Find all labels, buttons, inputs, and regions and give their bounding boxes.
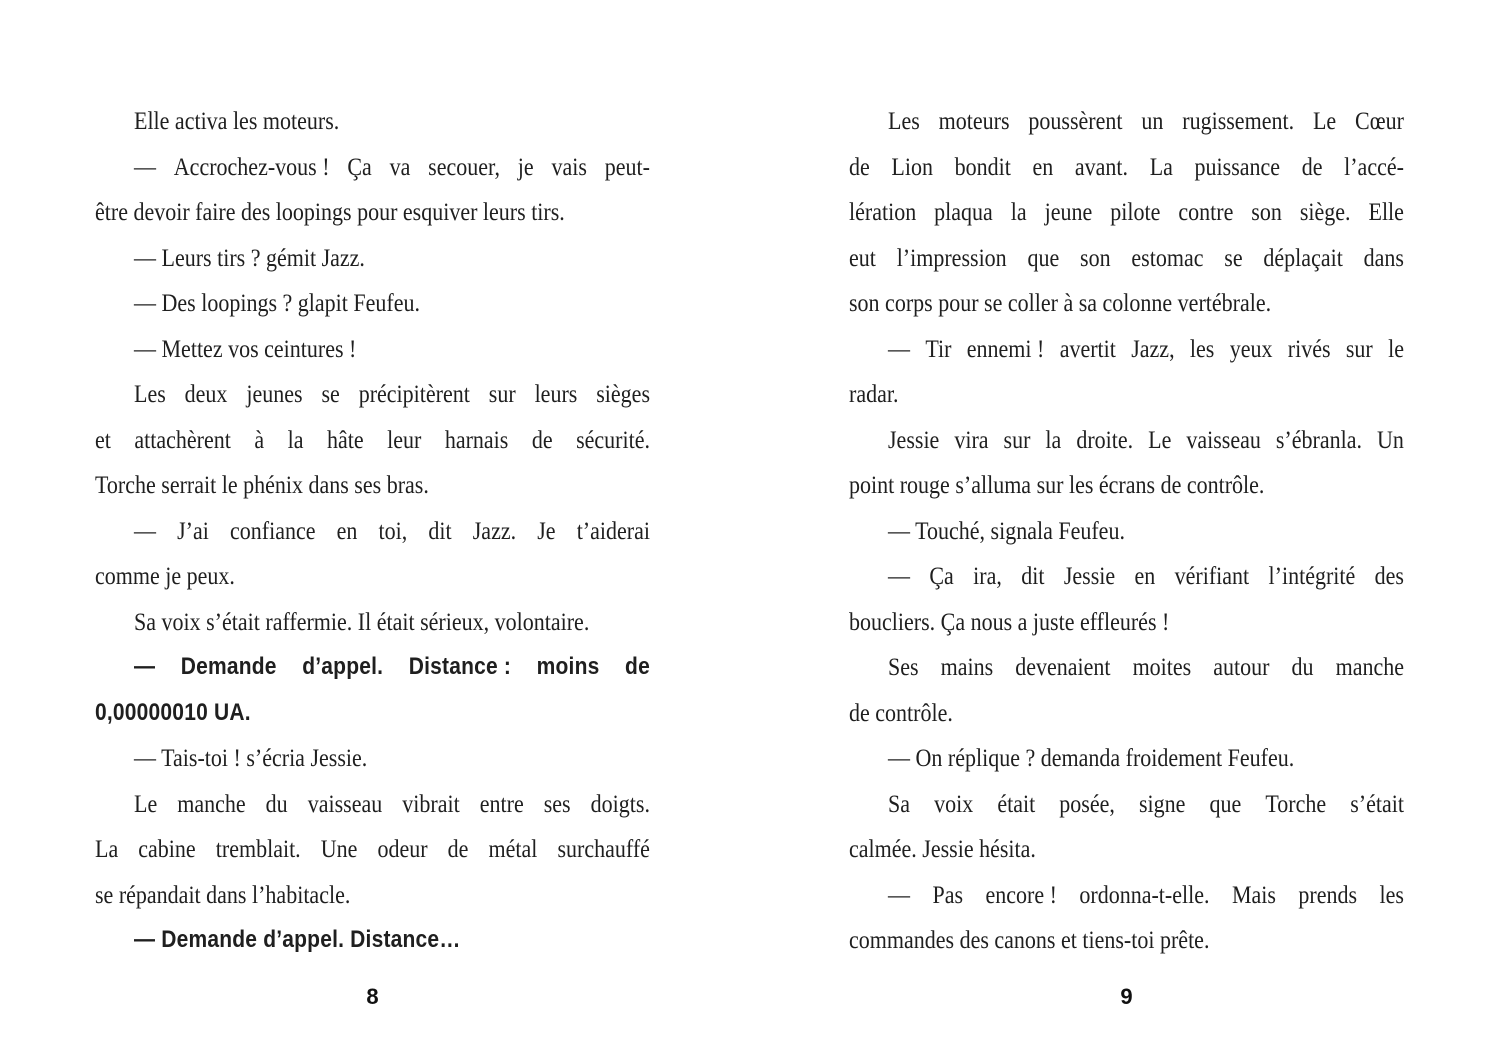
text-line bbox=[849, 140, 1404, 192]
word: Une bbox=[320, 834, 358, 863]
word: vira bbox=[954, 424, 989, 454]
word: des bbox=[1374, 561, 1404, 590]
word: Jessie bbox=[888, 424, 940, 454]
word: les bbox=[1189, 333, 1215, 363]
text-line bbox=[849, 550, 1404, 602]
text-line: — Touché, signala Feufeu. bbox=[888, 515, 1125, 545]
text-line bbox=[849, 413, 1404, 465]
word: Ça bbox=[929, 561, 954, 590]
word: métal bbox=[488, 834, 538, 863]
word: Les bbox=[888, 106, 920, 135]
word: toi, bbox=[378, 515, 408, 545]
word: ira, bbox=[973, 561, 1002, 590]
text-line-computer-voice: — Demande d’appel. Distance… bbox=[134, 926, 461, 953]
word: bondit bbox=[954, 151, 1011, 181]
word: — bbox=[134, 151, 156, 181]
word: de bbox=[849, 151, 870, 181]
word: Accrochez-vous ! bbox=[173, 151, 330, 181]
text-line-computer-voice bbox=[95, 641, 650, 693]
text-line: — Tais-toi ! s’écria Jessie. bbox=[134, 743, 368, 772]
word: son bbox=[1080, 242, 1111, 272]
word: harnais bbox=[444, 424, 509, 454]
word: odeur bbox=[377, 834, 428, 863]
word: leurs bbox=[534, 379, 578, 408]
word: — bbox=[134, 653, 156, 680]
word: La bbox=[95, 834, 119, 863]
word: Jazz, bbox=[1131, 333, 1175, 363]
word: Le bbox=[134, 788, 158, 818]
word: l’intégrité bbox=[1268, 561, 1356, 590]
page-left bbox=[95, 0, 650, 1045]
word: la bbox=[1045, 424, 1062, 454]
word: confiance bbox=[230, 515, 316, 545]
word: pilote bbox=[1110, 197, 1161, 226]
word: vaisseau bbox=[307, 788, 383, 818]
text-line bbox=[849, 95, 1404, 147]
word: sur bbox=[1003, 424, 1031, 454]
word: en bbox=[1032, 151, 1054, 181]
word: que bbox=[1209, 788, 1242, 818]
word: — bbox=[134, 515, 156, 545]
text-line: comme je peux. bbox=[95, 561, 235, 590]
word: voix bbox=[934, 788, 974, 818]
text-line: calmée. Jessie hésita. bbox=[849, 834, 1036, 863]
word: puissance bbox=[1194, 151, 1281, 181]
word: vibrait bbox=[402, 788, 460, 818]
word: cabine bbox=[138, 834, 196, 863]
text-line bbox=[849, 777, 1404, 829]
word: les bbox=[1379, 879, 1404, 909]
word: autour bbox=[1213, 652, 1270, 681]
word: précipitèrent bbox=[358, 379, 470, 408]
word: Demande bbox=[180, 653, 277, 680]
page-left-text bbox=[95, 98, 650, 963]
word: que bbox=[1027, 242, 1060, 272]
word: Tir bbox=[925, 333, 952, 363]
page-number-right: 9 bbox=[1120, 984, 1133, 1009]
word: poussèrent bbox=[1028, 106, 1123, 135]
word: et bbox=[95, 424, 111, 454]
text-line bbox=[95, 777, 650, 829]
word: le bbox=[1388, 333, 1404, 363]
word: en bbox=[1134, 561, 1156, 590]
word: eut bbox=[849, 242, 876, 272]
word: du bbox=[1291, 652, 1314, 681]
text-line: Elle activa les moteurs. bbox=[134, 106, 340, 135]
word: va bbox=[389, 151, 411, 181]
word: Mais bbox=[1231, 879, 1276, 909]
text-line bbox=[849, 231, 1404, 283]
word: de bbox=[1301, 151, 1323, 181]
word: devenaient bbox=[1015, 652, 1111, 681]
word: s’ébranla. bbox=[1275, 424, 1362, 454]
word: moins bbox=[536, 653, 600, 680]
word: ennemi ! bbox=[966, 333, 1045, 363]
word: vérifiant bbox=[1174, 561, 1250, 590]
word: signe bbox=[1138, 788, 1186, 818]
word: Le bbox=[1148, 424, 1172, 454]
word: manche bbox=[177, 788, 246, 818]
text-line: — Leurs tirs ? gémit Jazz. bbox=[134, 242, 365, 272]
text-line: boucliers. Ça nous a juste effleurés ! bbox=[849, 606, 1170, 636]
text-line bbox=[95, 413, 650, 465]
text-line bbox=[95, 504, 650, 556]
word: J’ai bbox=[177, 515, 209, 545]
word: je bbox=[517, 151, 534, 181]
word: Lion bbox=[891, 151, 933, 181]
word: en bbox=[336, 515, 358, 545]
text-line: être devoir faire des loopings pour esquiver leurs tirs. bbox=[95, 197, 565, 226]
text-line bbox=[849, 641, 1404, 693]
word: Sa bbox=[888, 788, 910, 818]
word: se bbox=[321, 379, 340, 408]
word: vais bbox=[551, 151, 587, 181]
word: secouer, bbox=[428, 151, 500, 181]
text-line bbox=[95, 823, 650, 875]
word: Jazz. bbox=[472, 515, 517, 545]
text-line: Torche serrait le phénix dans ses bras. bbox=[95, 470, 429, 499]
word: doigts. bbox=[590, 788, 650, 818]
word: à bbox=[254, 424, 265, 454]
word: manche bbox=[1335, 652, 1404, 681]
word: encore ! bbox=[985, 879, 1057, 909]
word: l’accé- bbox=[1344, 151, 1404, 181]
word: hâte bbox=[326, 424, 364, 454]
word: yeux bbox=[1229, 333, 1273, 363]
word: La bbox=[1149, 151, 1173, 181]
word: Je bbox=[537, 515, 556, 545]
word: du bbox=[265, 788, 288, 818]
word: deux bbox=[184, 379, 228, 408]
word: Ça bbox=[347, 151, 372, 181]
word: mains bbox=[940, 652, 994, 681]
word: — bbox=[888, 561, 910, 590]
word: t’aiderai bbox=[576, 515, 650, 545]
text-line: — Mettez vos ceintures ! bbox=[134, 333, 357, 363]
word: rugissement. bbox=[1182, 106, 1295, 135]
text-line-computer-voice: 0,00000010 UA. bbox=[95, 698, 251, 726]
page-right bbox=[849, 0, 1404, 1045]
word: ordonna-t-elle. bbox=[1079, 879, 1210, 909]
word: — bbox=[888, 879, 910, 909]
text-line: de contrôle. bbox=[849, 697, 953, 727]
text-line: radar. bbox=[849, 379, 899, 408]
text-line: point rouge s’alluma sur les écrans de contrôle. bbox=[849, 470, 1265, 499]
word: plaqua bbox=[934, 197, 993, 226]
text-line bbox=[849, 186, 1404, 238]
word: l’impression bbox=[896, 242, 1007, 272]
word: peut- bbox=[604, 151, 650, 181]
word: Pas bbox=[932, 879, 964, 909]
word: Ses bbox=[888, 652, 919, 681]
word: sur bbox=[1345, 333, 1373, 363]
word: se bbox=[1224, 242, 1243, 272]
word: tremblait. bbox=[215, 834, 301, 863]
word: siège. bbox=[1299, 197, 1351, 226]
word: dit bbox=[1021, 561, 1045, 590]
word: Elle bbox=[1368, 197, 1404, 226]
word: de bbox=[531, 424, 553, 454]
word: moteurs bbox=[938, 106, 1010, 135]
word: jeunes bbox=[246, 379, 303, 408]
word: Cœur bbox=[1355, 106, 1404, 135]
word: posée, bbox=[1059, 788, 1115, 818]
word: leur bbox=[387, 424, 422, 454]
word: moites bbox=[1132, 652, 1192, 681]
word: sièges bbox=[596, 379, 650, 408]
word: la bbox=[287, 424, 304, 454]
word: — bbox=[888, 333, 910, 363]
word: Torche bbox=[1265, 788, 1327, 818]
word: surchauffé bbox=[557, 834, 650, 863]
text-line: se répandait dans l’habitacle. bbox=[95, 879, 351, 909]
text-line: son corps pour se coller à sa colonne vertébrale. bbox=[849, 288, 1272, 317]
page-right-text bbox=[849, 98, 1404, 963]
word: avertit bbox=[1059, 333, 1116, 363]
word: prends bbox=[1298, 879, 1358, 909]
word: s’était bbox=[1350, 788, 1404, 818]
word: vaisseau bbox=[1186, 424, 1261, 454]
word: sur bbox=[488, 379, 516, 408]
word: de bbox=[447, 834, 469, 863]
word: estomac bbox=[1131, 242, 1204, 272]
word: attachèrent bbox=[134, 424, 231, 454]
word: Les bbox=[134, 379, 166, 408]
word: rivés bbox=[1287, 333, 1331, 363]
word: Jessie bbox=[1063, 561, 1116, 590]
word: lération bbox=[849, 197, 917, 226]
text-line bbox=[849, 868, 1404, 920]
word: son bbox=[1251, 197, 1282, 226]
word: Un bbox=[1377, 424, 1404, 454]
word: Le bbox=[1312, 106, 1337, 135]
page-number-left: 8 bbox=[366, 984, 379, 1009]
word: avant. bbox=[1074, 151, 1129, 181]
word: contre bbox=[1178, 197, 1234, 226]
text-line: — On réplique ? demanda froidement Feufeu. bbox=[888, 743, 1295, 772]
word: dit bbox=[428, 515, 452, 545]
word: droite. bbox=[1076, 424, 1134, 454]
word: Distance : bbox=[408, 653, 512, 680]
text-line bbox=[849, 322, 1404, 374]
text-line: — Des loopings ? glapit Feufeu. bbox=[134, 288, 420, 317]
word: la bbox=[1010, 197, 1027, 226]
word: ses bbox=[543, 788, 571, 818]
word: sécurité. bbox=[576, 424, 650, 454]
word: de bbox=[625, 653, 650, 680]
word: d’appel. bbox=[302, 653, 384, 680]
word: déplaçait bbox=[1263, 242, 1343, 272]
text-line: Sa voix s’était raffermie. Il était sérieux, volontaire. bbox=[134, 606, 590, 636]
text-line bbox=[95, 140, 650, 192]
word: entre bbox=[479, 788, 524, 818]
word: un bbox=[1141, 106, 1164, 135]
word: était bbox=[997, 788, 1036, 818]
text-line bbox=[95, 368, 650, 420]
text-line: commandes des canons et tiens-toi prête. bbox=[849, 925, 1210, 954]
word: jeune bbox=[1044, 197, 1093, 226]
word: dans bbox=[1363, 242, 1404, 272]
